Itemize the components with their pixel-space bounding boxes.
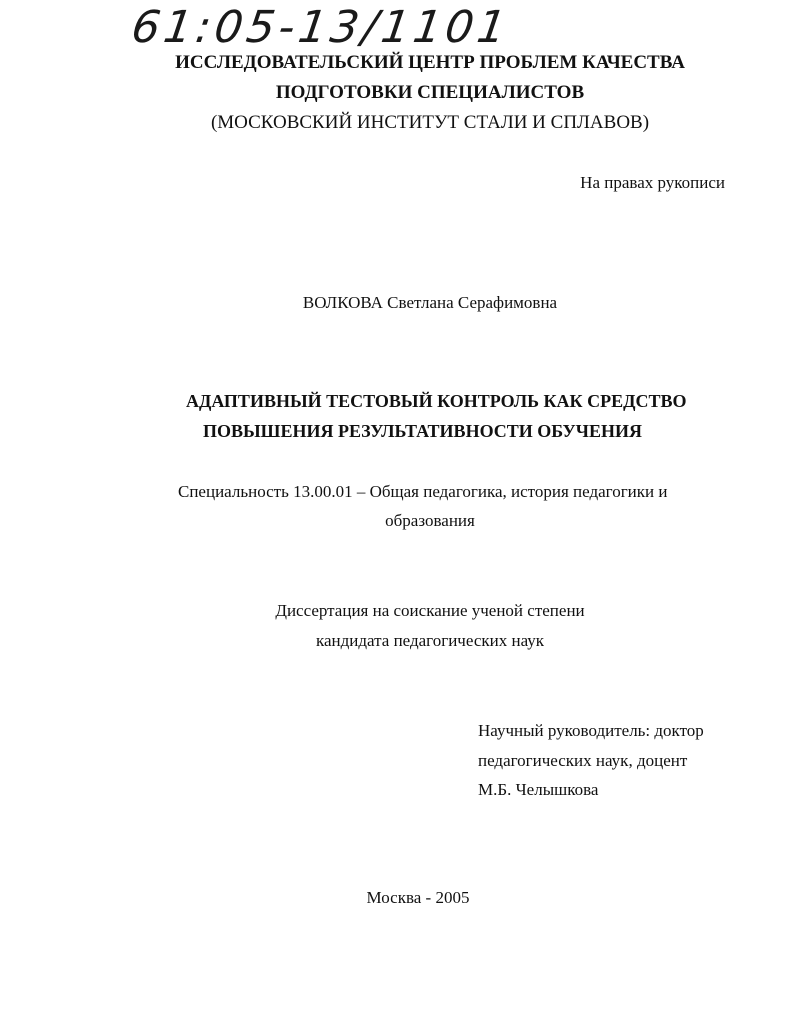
organization-line-1: ИССЛЕДОВАТЕЛЬСКИЙ ЦЕНТР ПРОБЛЕМ КАЧЕСТВА [175, 52, 685, 73]
rights-note: На правах рукописи [580, 173, 725, 192]
supervisor-line-2: педагогических наук, доцент [478, 751, 688, 770]
organization-line-3: (МОСКОВСКИЙ ИНСТИТУТ СТАЛИ И СПЛАВОВ) [210, 112, 650, 133]
handwritten-catalog-number: 61:05-13/1101 [128, 2, 514, 53]
city-year: Москва - 2005 [366, 888, 470, 907]
specialty-line-1: Специальность 13.00.01 – Общая педагогика, история педагогики и [178, 482, 668, 501]
organization-line-2: ПОДГОТОВКИ СПЕЦИАЛИСТОВ [275, 82, 585, 103]
supervisor-name: М.Б. Челышкова [478, 780, 599, 799]
title-line-2: ПОВЫШЕНИЯ РЕЗУЛЬТАТИВНОСТИ ОБУЧЕНИЯ [203, 421, 642, 441]
dissertation-line-1: Диссертация на соискание ученой степени [275, 601, 585, 620]
title-line-1: АДАПТИВНЫЙ ТЕСТОВЫЙ КОНТРОЛЬ КАК СРЕДСТВО [186, 391, 687, 411]
specialty-line-2: образования [385, 511, 475, 530]
supervisor-line-1: Научный руководитель: доктор [478, 721, 704, 740]
dissertation-line-2: кандидата педагогических наук [315, 631, 545, 650]
author-name: ВОЛКОВА Светлана Серафимовна [302, 293, 558, 312]
